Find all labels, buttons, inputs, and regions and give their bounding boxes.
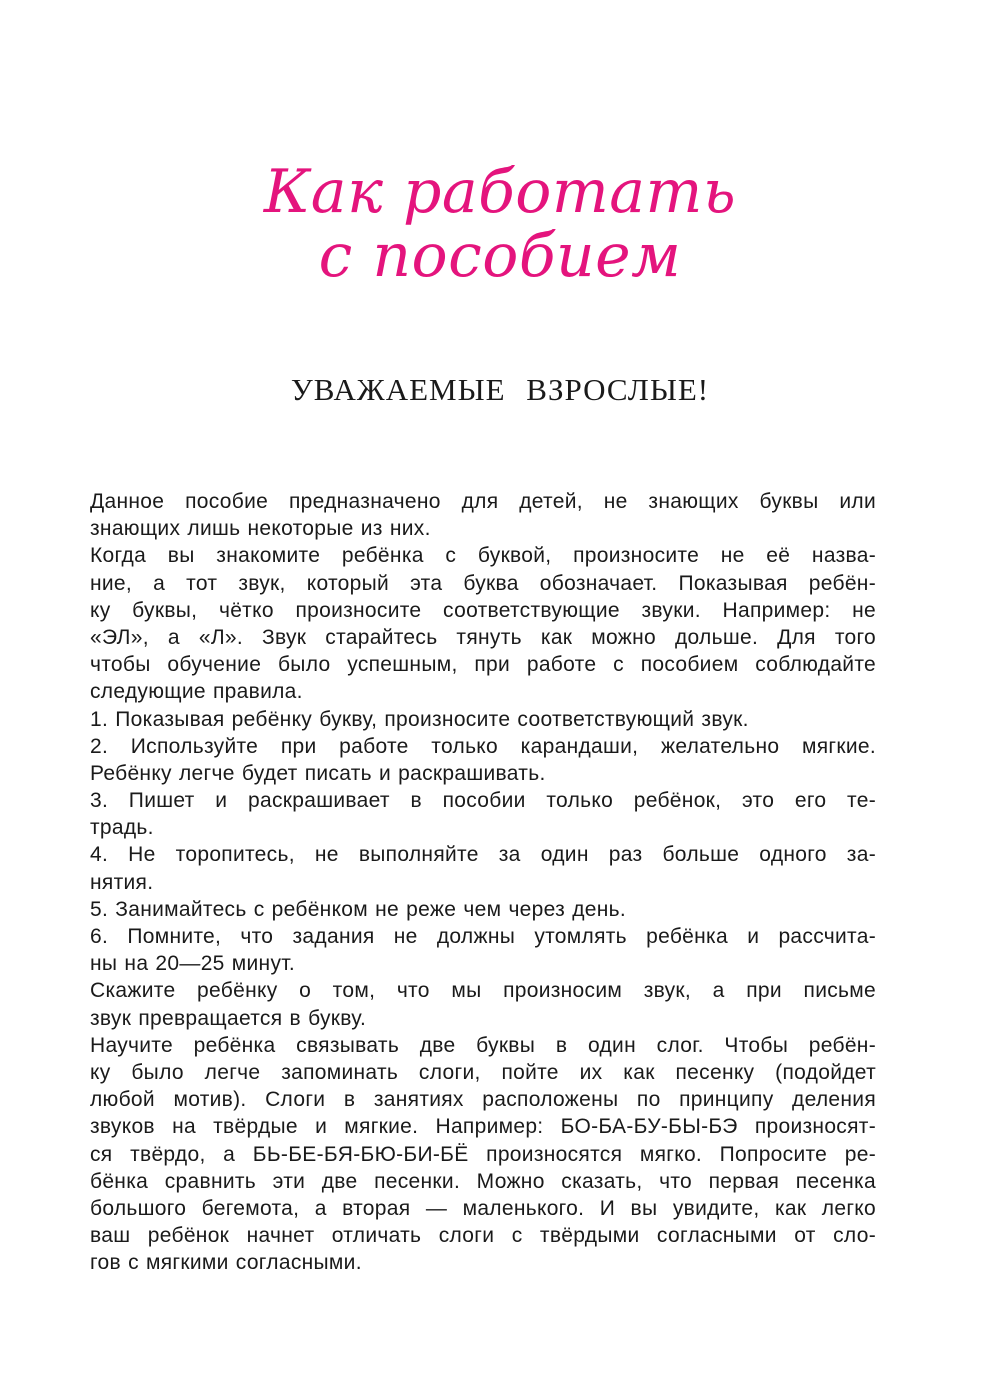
- text-line: большого бегемота, а вторая — маленького. И вы увидите, как легко: [90, 1196, 876, 1220]
- text-line: Скажите ребёнку о том, что мы произносим звук, а при письме: [90, 979, 876, 1003]
- title-line-1: Как работать: [263, 157, 737, 227]
- text-line: Научите ребёнка связывать две буквы в один слог. Чтобы ребён-: [90, 1033, 876, 1057]
- text-line: звук превращается в букву.: [90, 1006, 367, 1030]
- title-line-2: с пособием: [318, 221, 682, 291]
- text-line: следующие правила.: [90, 680, 303, 704]
- text-line: 1. Показывая ребёнку букву, произносите соответствующий звук.: [90, 707, 749, 731]
- text-line: 3. Пишет и раскрашивает в пособии только ребёнок, это его те-: [90, 789, 876, 813]
- text-line: ние, а тот звук, который эта буква обозначает. Показывая ребён-: [90, 571, 876, 595]
- text-line: ваш ребёнок начнет отличать слоги с твёрдыми согласными от сло-: [90, 1224, 876, 1248]
- paragraph: [90, 706, 876, 733]
- text-line: ся твёрдо, а БЬ-БЕ-БЯ-БЮ-БИ-БЁ произносятся мягко. Попросите ре-: [90, 1142, 876, 1166]
- paragraph: [90, 923, 876, 977]
- paragraph: [90, 977, 876, 1031]
- text-line: гов с мягкими согласными.: [90, 1251, 362, 1275]
- paragraph: [90, 787, 876, 841]
- text-line: Ребёнку легче будет писать и раскрашивать.: [90, 761, 546, 785]
- paragraph: [90, 1032, 876, 1277]
- section-heading: УВАЖАЕМЫЕ ВЗРОСЛЫЕ!: [290, 372, 710, 407]
- text-line: ку было легче запоминать слоги, пойте их как песенку (подойдет: [90, 1060, 876, 1084]
- paragraph: [90, 733, 876, 787]
- paragraph: [90, 488, 876, 542]
- text-line: бёнка сравнить эти две песенки. Можно сказать, что первая песенка: [90, 1169, 876, 1193]
- text-line: чтобы обучение было успешным, при работе с пособием соблюдайте: [90, 653, 876, 677]
- text-line: 2. Используйте при работе только карандаши, желательно мягкие.: [90, 734, 876, 758]
- text-line: звуков на твёрдые и мягкие. Например: БО-БА-БУ-БЫ-БЭ произносят-: [90, 1115, 876, 1139]
- text-line: любой мотив). Слоги в занятиях расположены по принципу деления: [90, 1088, 876, 1112]
- paragraph: [90, 841, 876, 895]
- text-line: 5. Занимайтесь с ребёнком не реже чем через день.: [90, 897, 627, 921]
- text-line: традь.: [90, 816, 154, 840]
- page-title: [0, 157, 1000, 291]
- body-text: [90, 488, 876, 1276]
- text-line: 6. Помните, что задания не должны утомлять ребёнка и рассчита-: [90, 925, 876, 948]
- paragraph: [90, 542, 876, 705]
- text-line: ку буквы, чётко произносите соответствующие звуки. Например: не: [90, 598, 876, 622]
- text-line: 4. Не торопитесь, не выполняйте за один раз больше одного за-: [90, 843, 876, 867]
- text-line: знающих лишь некоторые из них.: [90, 517, 431, 541]
- text-line: ны на 20—25 минут.: [90, 952, 295, 976]
- text-line: Когда вы знакомите ребёнка с буквой, произносите не её назва-: [90, 544, 876, 568]
- text-line: «ЭЛ», а «Л». Звук старайтесь тянуть как можно дольше. Для того: [90, 625, 876, 649]
- paragraph: [90, 896, 876, 923]
- text-line: Данное пособие предназначено для детей, не знающих буквы или: [90, 490, 876, 513]
- text-line: нятия.: [90, 870, 154, 894]
